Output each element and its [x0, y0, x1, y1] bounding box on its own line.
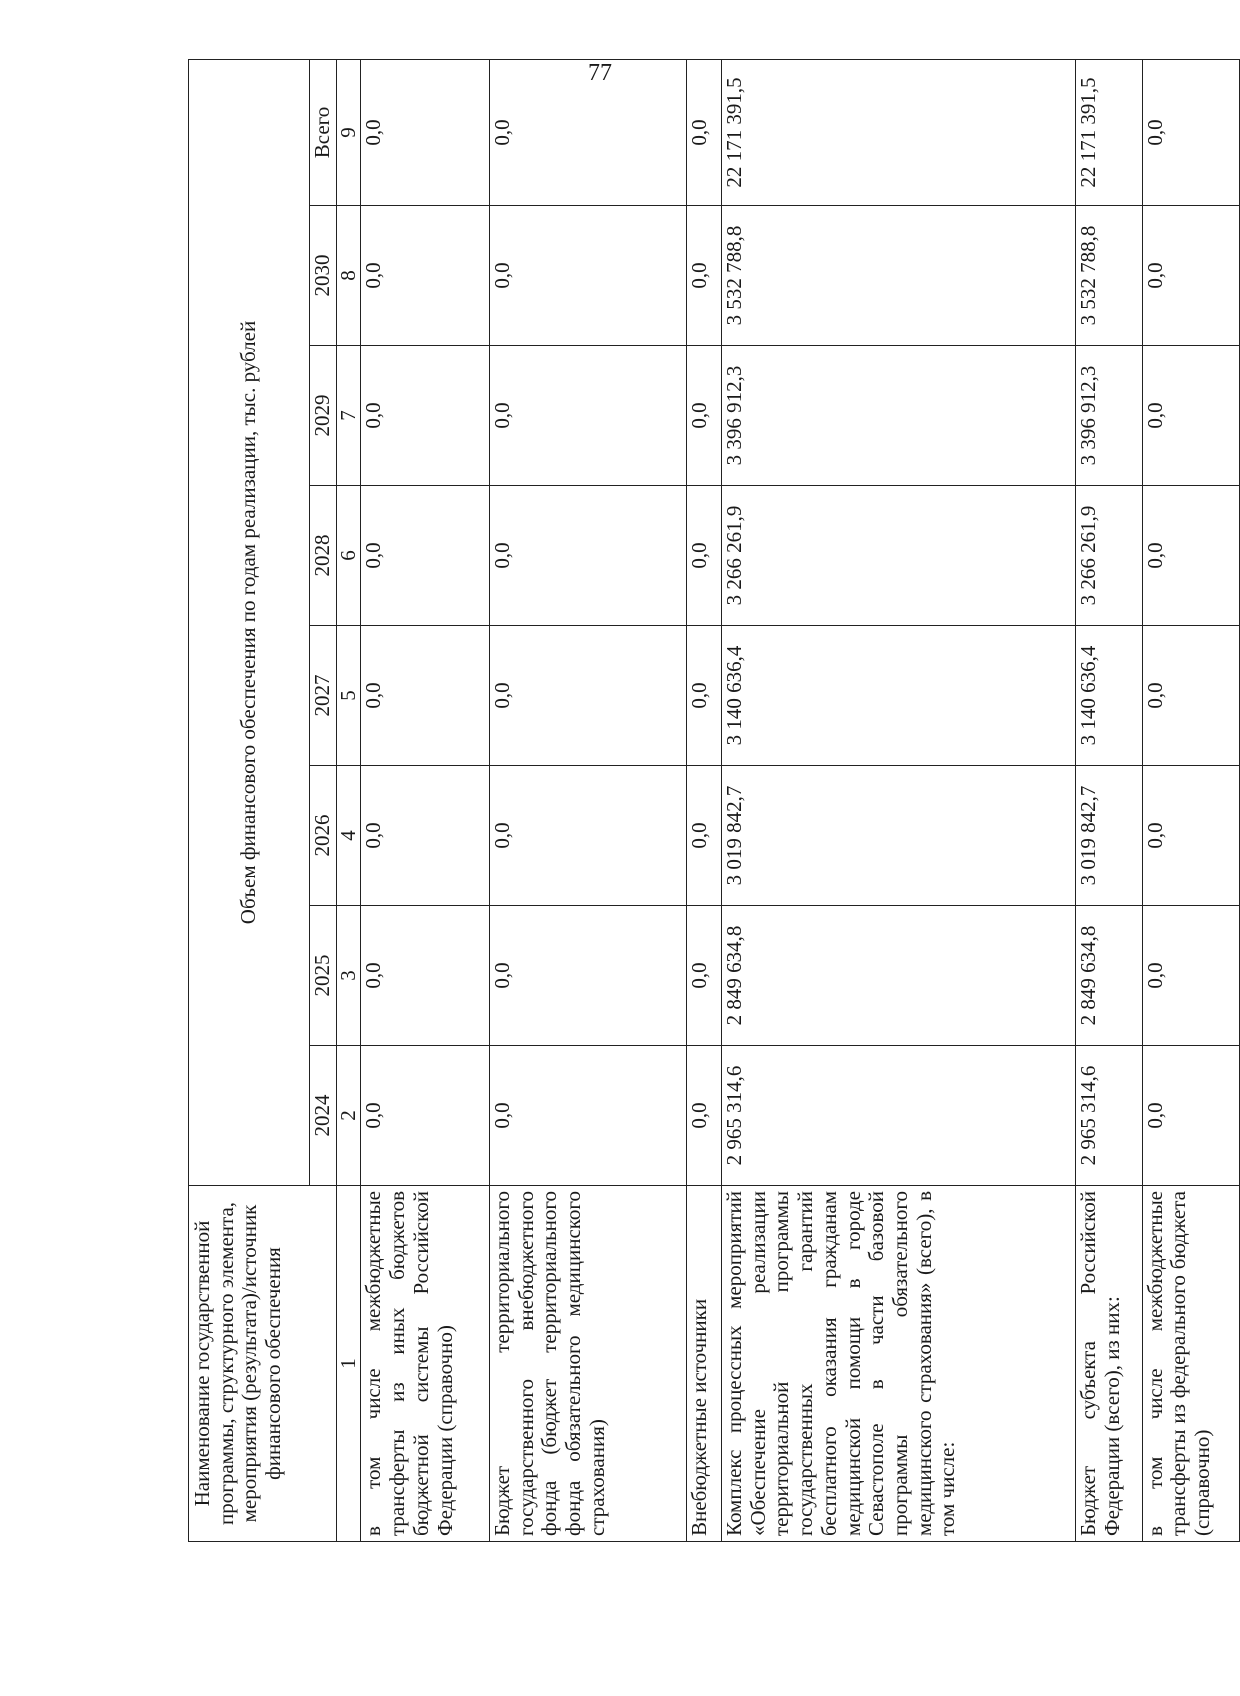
- row-value: 0,0: [489, 766, 686, 906]
- column-number: 7: [336, 346, 361, 486]
- row-value: 0,0: [686, 206, 721, 346]
- table-row: [361, 59, 489, 1541]
- row-value: 0,0: [1142, 206, 1239, 346]
- row-value: 0,0: [489, 906, 686, 1046]
- table-row: [686, 59, 721, 1541]
- header-year: 2026: [310, 766, 337, 906]
- row-value: 0,0: [686, 766, 721, 906]
- page-number: 77: [588, 60, 612, 86]
- row-value: 0,0: [361, 486, 489, 626]
- row-value: 0,0: [1142, 1046, 1239, 1186]
- row-value: 0,0: [686, 486, 721, 626]
- column-number: 3: [336, 906, 361, 1046]
- row-total: 0,0: [489, 59, 686, 205]
- financing-table: [188, 59, 1240, 1542]
- row-value: 0,0: [361, 206, 489, 346]
- row-name: в том числе межбюджетные трансферты из федерального бюджета (справочно): [1142, 1186, 1239, 1542]
- row-value: 3 532 788,8: [721, 206, 1075, 346]
- header-year: 2029: [310, 346, 337, 486]
- table-row: [721, 59, 1075, 1541]
- column-number: 2: [336, 1046, 361, 1186]
- row-value: 3 019 842,7: [1076, 766, 1142, 906]
- header-year: 2030: [310, 206, 337, 346]
- row-name: Комплекс процессных мероприятий «Обеспечение реализации территориальной программы государственных гарантий бесплатного оказания гражданам медицинской помощи в городе Севастополе в части базовой программы обязательного медицинского страхования» (всего), в том числе:: [721, 1186, 1075, 1542]
- row-value: 3 266 261,9: [721, 486, 1075, 626]
- column-number: 5: [336, 626, 361, 766]
- row-value: 2 965 314,6: [721, 1046, 1075, 1186]
- row-total: 22 171 391,5: [1076, 59, 1142, 205]
- row-value: 3 266 261,9: [1076, 486, 1142, 626]
- row-value: 2 849 634,8: [721, 906, 1075, 1046]
- row-total: 0,0: [686, 59, 721, 205]
- row-value: 0,0: [361, 1046, 489, 1186]
- row-value: 0,0: [361, 766, 489, 906]
- row-value: 0,0: [1142, 906, 1239, 1046]
- column-number: 9: [336, 59, 361, 205]
- table-row: [1076, 59, 1142, 1541]
- row-name: Бюджет субъекта Российской Федерации (всего), из них:: [1076, 1186, 1142, 1542]
- row-value: 0,0: [361, 906, 489, 1046]
- row-value: 0,0: [686, 906, 721, 1046]
- row-value: 3 019 842,7: [721, 766, 1075, 906]
- header-total: Всего: [310, 59, 337, 205]
- row-name: Внебюджетные источники: [686, 1186, 721, 1542]
- row-value: 0,0: [489, 626, 686, 766]
- row-total: 0,0: [1142, 59, 1239, 205]
- row-total: 0,0: [361, 59, 489, 205]
- row-total: 22 171 391,5: [721, 59, 1075, 205]
- header-year: 2027: [310, 626, 337, 766]
- header-name: Наименование государственной программы, структурного элемента, мероприятия (результата)/источник финансового обеспечения: [189, 1186, 337, 1542]
- column-number: 8: [336, 206, 361, 346]
- header-volume: Объем финансового обеспечения по годам реализации, тыс. рублей: [189, 59, 310, 1185]
- header-year: 2025: [310, 906, 337, 1046]
- row-value: 0,0: [489, 486, 686, 626]
- row-value: 2 965 314,6: [1076, 1046, 1142, 1186]
- row-value: 3 140 636,4: [721, 626, 1075, 766]
- row-value: 0,0: [489, 206, 686, 346]
- row-value: 0,0: [361, 346, 489, 486]
- row-value: 0,0: [686, 626, 721, 766]
- row-value: 0,0: [1142, 766, 1239, 906]
- header-year: 2024: [310, 1046, 337, 1186]
- row-value: 3 396 912,3: [721, 346, 1075, 486]
- row-name: в том числе межбюджетные трансферты из иных бюджетов бюджетной системы Российской Федерации (справочно): [361, 1186, 489, 1542]
- row-value: 0,0: [1142, 486, 1239, 626]
- row-value: 3 140 636,4: [1076, 626, 1142, 766]
- row-name: Бюджет территориального государственного внебюджетного фонда (бюджет территориального фонда обязательного медицинского страхования): [489, 1186, 686, 1542]
- row-value: 0,0: [489, 1046, 686, 1186]
- table-row: [489, 59, 686, 1541]
- row-value: 0,0: [361, 626, 489, 766]
- row-value: 3 396 912,3: [1076, 346, 1142, 486]
- column-number: 6: [336, 486, 361, 626]
- table-row: [1142, 59, 1239, 1541]
- column-number: 1: [336, 1186, 361, 1542]
- row-value: 0,0: [686, 1046, 721, 1186]
- row-value: 3 532 788,8: [1076, 206, 1142, 346]
- header-year: 2028: [310, 486, 337, 626]
- row-value: 0,0: [1142, 626, 1239, 766]
- rotated-table-wrapper: [188, 77, 1240, 1542]
- row-value: 0,0: [1142, 346, 1239, 486]
- row-value: 0,0: [489, 346, 686, 486]
- row-value: 2 849 634,8: [1076, 906, 1142, 1046]
- column-number: 4: [336, 766, 361, 906]
- row-value: 0,0: [686, 346, 721, 486]
